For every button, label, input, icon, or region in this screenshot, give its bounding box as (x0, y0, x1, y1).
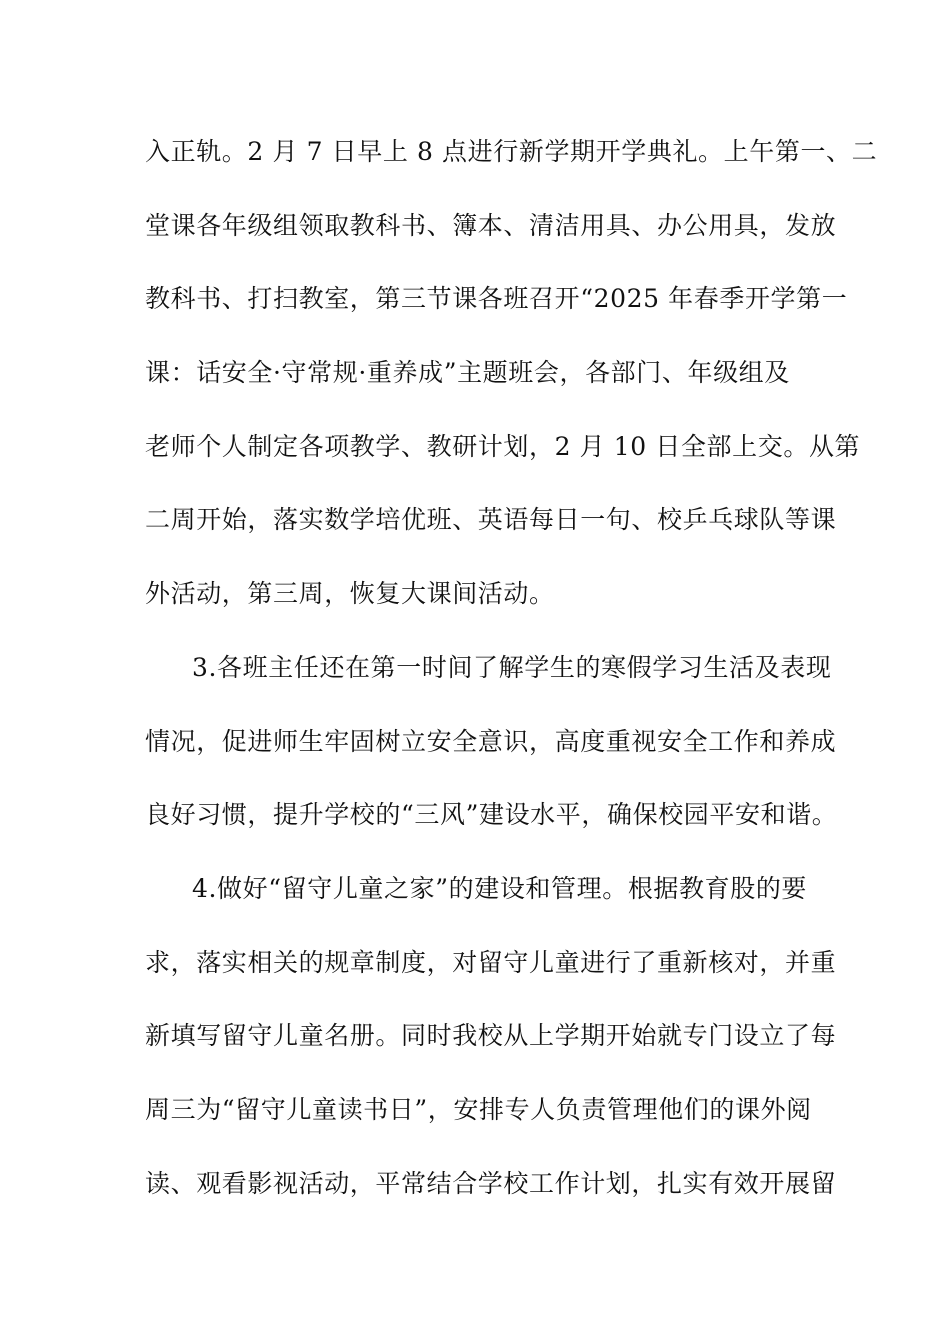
text-line: 求，落实相关的规章制度，对留守儿童进行了重新核对，并重 (145, 947, 837, 977)
text-line: 入正轨。2 月 7 日早上 8 点进行新学期开学典礼。上午第一、二 (145, 137, 878, 166)
text-line: 堂课各年级组领取教科书、簿本、清洁用具、办公用具，发放 (145, 210, 837, 240)
text-line: 老师个人制定各项教学、教研计划，2 月 10 日全部上交。从第 (145, 431, 861, 461)
text-line: 读、观看影视活动，平常结合学校工作计划，扎实有效开展留 (145, 1168, 837, 1198)
text-line: 周三为“留守儿童读书日”，安排专人负责管理他们的课外阅 (145, 1094, 812, 1124)
text-line: 情况，促进师生牢固树立安全意识，高度重视安全工作和养成 (145, 726, 837, 756)
text-line: 良好习惯，提升学校的“三风”建设水平，确保校园平安和谐。 (145, 800, 838, 830)
text-line: 课：话安全·守常规·重养成”主题班会，各部门、年级组及 (145, 358, 790, 388)
text-line: 新填写留守儿童名册。同时我校从上学期开始就专门设立了每 (145, 1021, 837, 1051)
text-line: 教科书、打扫教室，第三节课各班召开“2025 年春季开学第一 (145, 284, 848, 314)
text-line: 二周开始，落实数学培优班、英语每日一句、校乒乓球队等课 (145, 505, 837, 535)
text-line: 外活动，第三周，恢复大课间活动。 (145, 579, 555, 609)
paragraph-3-first-line: 3.各班主任还在第一时间了解学生的寒假学习生活及表现 (192, 652, 832, 682)
paragraph-4-first-line: 4.做好“留守儿童之家”的建设和管理。根据教育股的要 (192, 873, 808, 903)
document-body (145, 127, 878, 1232)
